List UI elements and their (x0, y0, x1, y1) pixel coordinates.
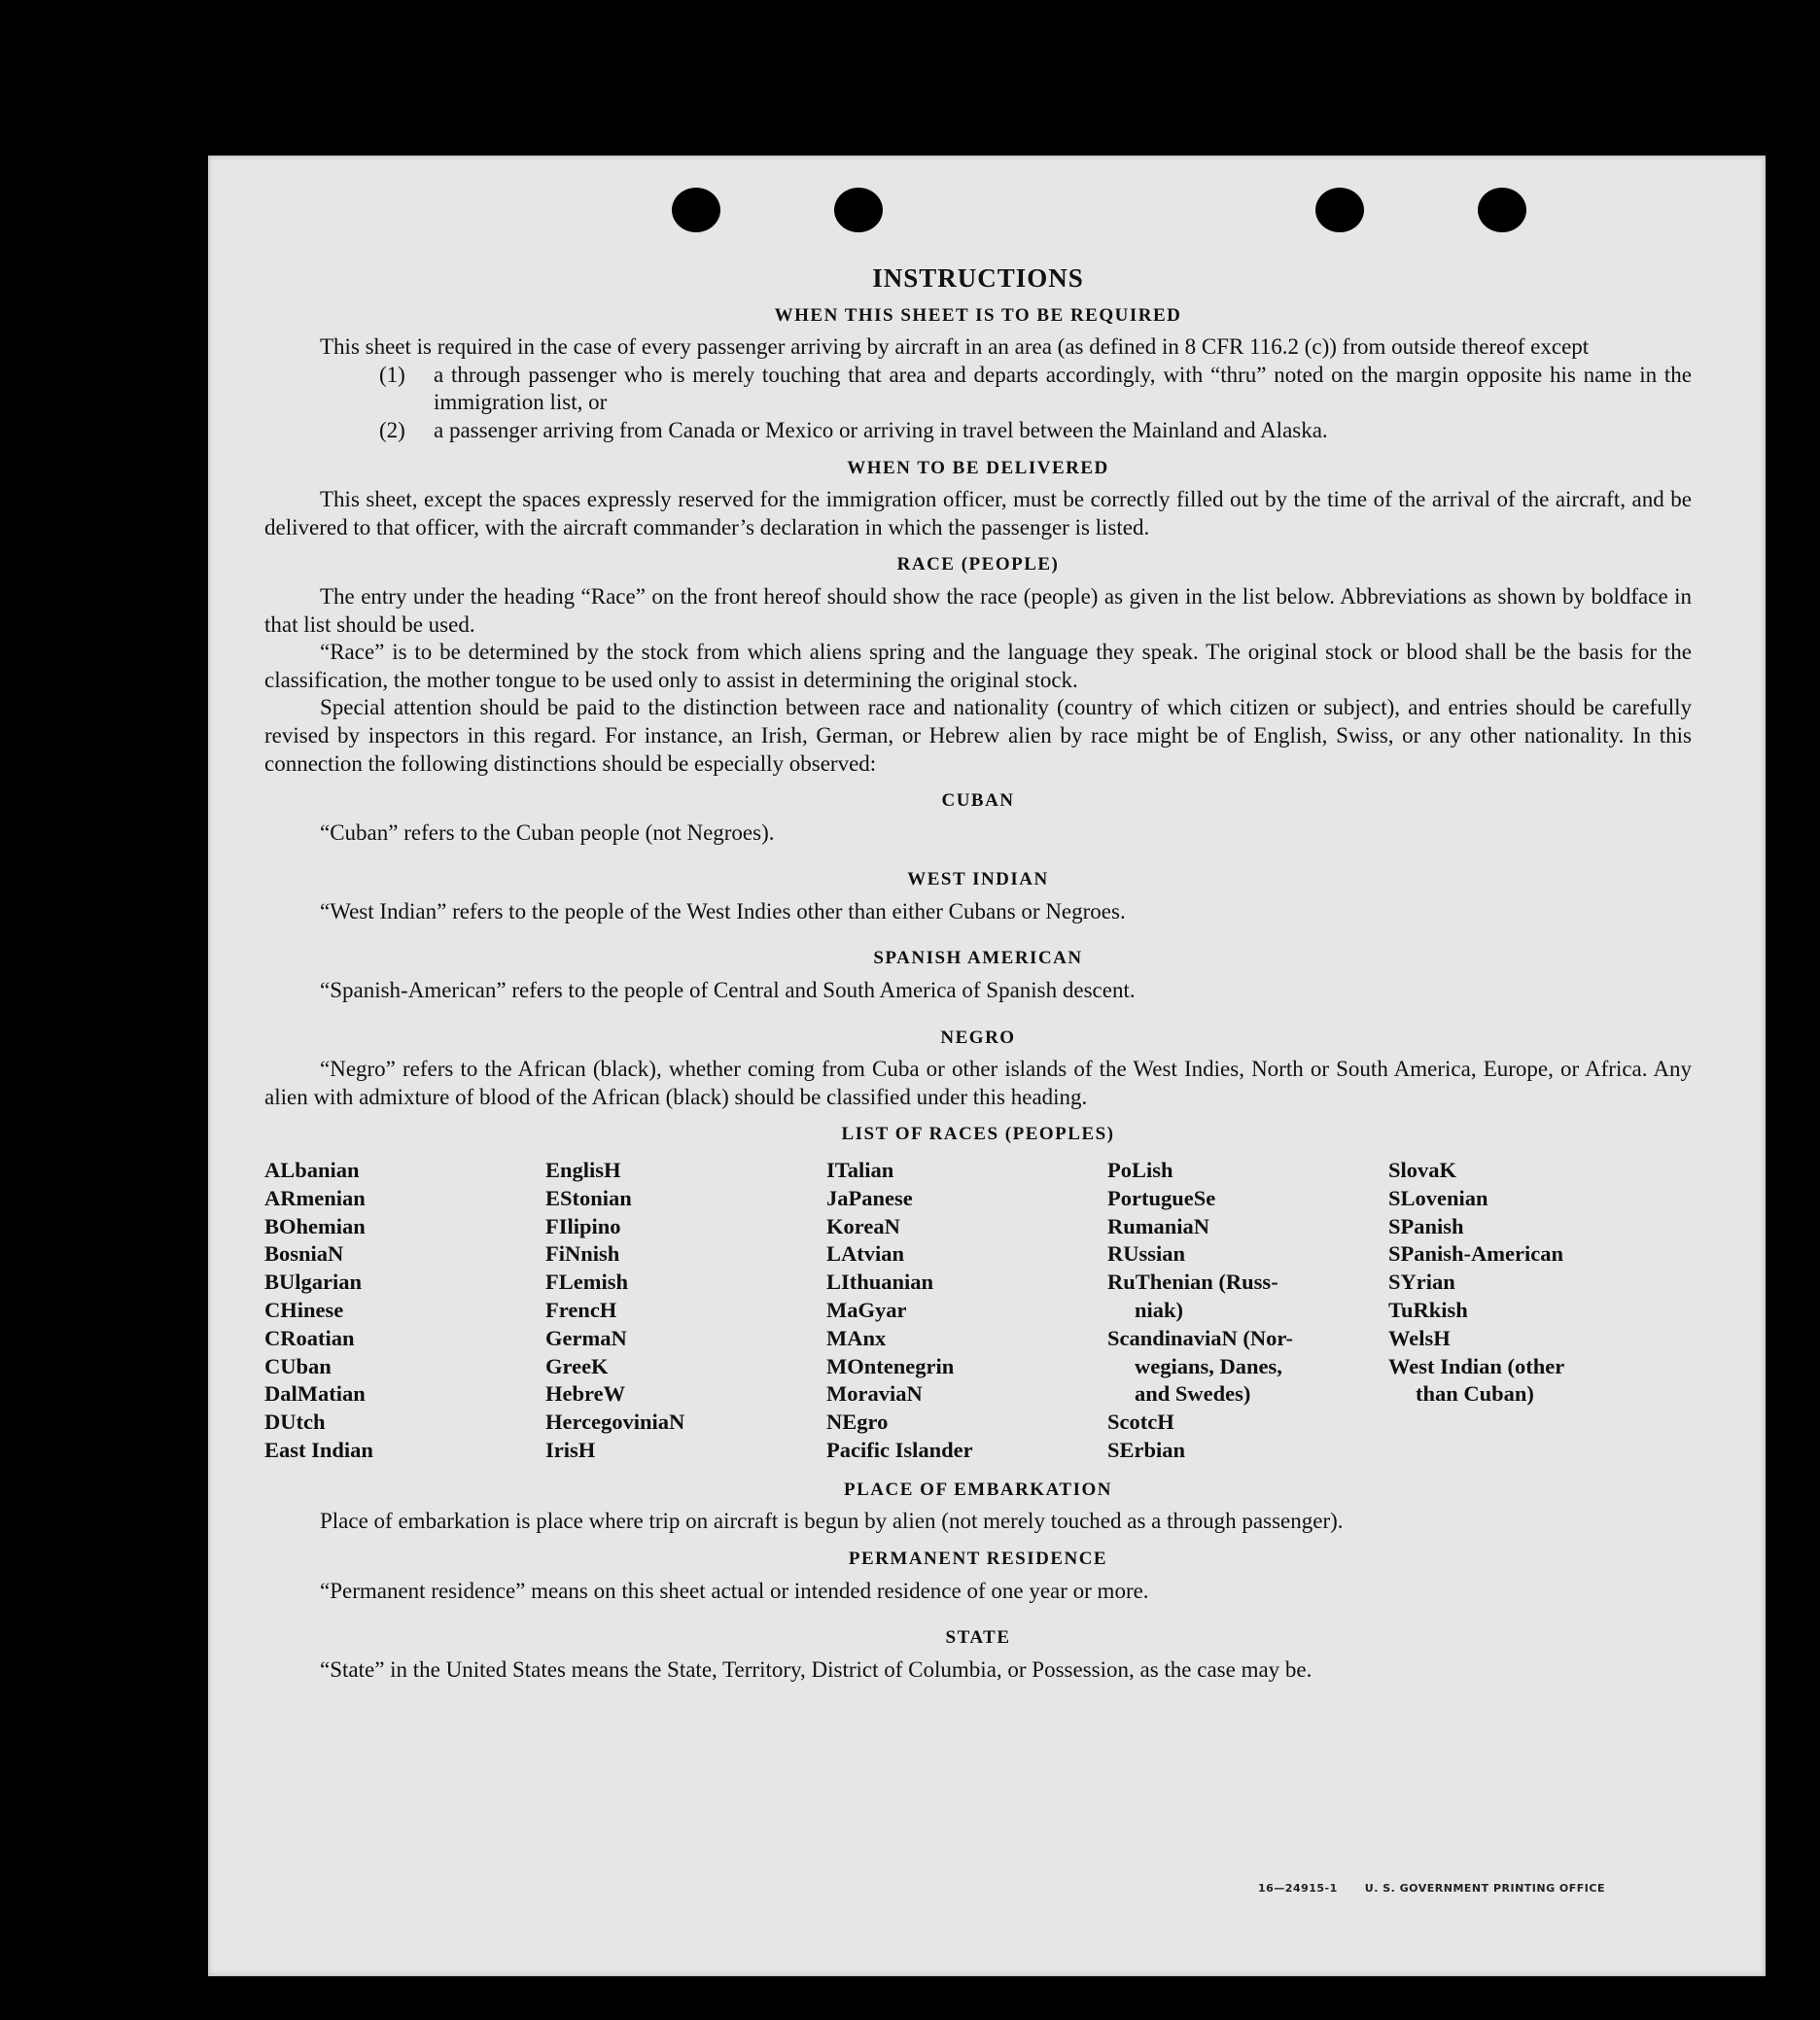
race-entry: ALbanian (264, 1158, 360, 1183)
races-list (264, 1157, 1692, 1465)
race-entry: ITalian (826, 1158, 894, 1183)
residence-text: “Permanent residence” means on this sheet actual or intended residence of one year or more. (320, 1578, 1149, 1603)
heading-when-delivered: WHEN TO BE DELIVERED (847, 457, 1109, 478)
race-entry: RUssian (1107, 1241, 1186, 1267)
race-entry: ScotcH (1107, 1410, 1174, 1435)
race-entry: EnglisH (545, 1158, 621, 1183)
heading-state: STATE (945, 1627, 1011, 1649)
heading-list-of-races: LIST OF RACES (PEOPLES) (841, 1124, 1115, 1145)
race-entry: EStonian (545, 1185, 632, 1210)
race-entry: niak) (1135, 1298, 1184, 1323)
heading-permanent-residence: PERMANENT RESIDENCE (848, 1548, 1108, 1569)
heading-when-required: WHEN THIS SHEET IS TO BE REQUIRED (774, 304, 1182, 326)
heading-spanish-american: SPANISH AMERICAN (873, 948, 1083, 969)
race-entry: WelsH (1388, 1325, 1451, 1350)
race-entry: ARmenian (264, 1185, 366, 1210)
heading-negro: NEGRO (940, 1027, 1016, 1048)
exception-number: (1) (379, 362, 405, 387)
race-entry: SPanish-American (1388, 1241, 1563, 1267)
west-indian-text: “West Indian” refers to the people of the West Indies other than either Cubans or Negroes. (320, 898, 1126, 923)
race-entry: and Swedes) (1135, 1381, 1251, 1407)
race-entry: FiNnish (545, 1241, 620, 1267)
race-entry: DalMatian (264, 1381, 366, 1407)
race-entry: HercegoviniaN (545, 1410, 685, 1435)
exception-text: a passenger arriving from Canada or Mexico or arriving in travel between the Mainland and Alaska. (434, 417, 1328, 442)
race-paragraph: “Race” is to be determined by the stock from which aliens spring and the language they speak. The original stock or blood shall be the basis for the classification, the mother tongue to be used only to assist in determining the original stock. (264, 640, 1692, 692)
race-entry: NEgro (826, 1410, 889, 1435)
printer-credit: U. S. GOVERNMENT PRINTING OFFICE (1364, 1882, 1605, 1895)
heading-embarkation: PLACE OF EMBARKATION (844, 1479, 1112, 1500)
race-paragraph: The entry under the heading “Race” on the front hereof should show the race (people) as given in the list below. Abbreviations as shown by boldface in that list should be used. (264, 583, 1692, 637)
when-required-intro: This sheet is required in the case of every passenger arriving by aircraft in an area (as defined in 8 CFR 116.2 (c)) from outside thereof except (320, 334, 1590, 360)
race-entry: KoreaN (826, 1213, 900, 1238)
race-entry: BOhemian (264, 1213, 366, 1238)
race-entry: SErbian (1107, 1438, 1186, 1462)
race-entry: LIthuanian (826, 1270, 934, 1295)
race-paragraph: Special attention should be paid to the distinction between race and nationality (country of which citizen or subject), and entries should be carefully revised by inspectors in this regard. For instance, an Irish, German, or Hebrew alien by race might be of English, Swiss, or any other nationality. In this connection the following distinctions should be especially observed: (264, 695, 1692, 776)
punch-hole (1478, 188, 1526, 232)
race-entry: JaPanese (826, 1185, 913, 1210)
exception-number: (2) (379, 417, 405, 442)
race-entry: SPanish (1388, 1213, 1464, 1238)
races-column (264, 1157, 545, 1465)
spanish-american-text: “Spanish-American” refers to the people of Central and South America of Spanish descent. (320, 978, 1136, 1003)
race-entry: DUtch (264, 1410, 326, 1435)
race-entry: Pacific Islander (826, 1438, 973, 1462)
race-entry: MAnx (826, 1325, 887, 1350)
race-entry: MOntenegrin (826, 1353, 955, 1378)
punch-hole (1315, 188, 1364, 232)
page-title: INSTRUCTIONS (872, 263, 1084, 293)
race-entry: wegians, Danes, (1135, 1353, 1282, 1378)
negro-text: “Negro” refers to the African (black), whether coming from Cuba or other islands of the West Indies, North or South America, Europe, or Africa. Any alien with admixture of blood of the African (black) should be classified under this heading. (264, 1057, 1692, 1109)
race-entry: ScandinaviaN (Nor- (1107, 1325, 1294, 1350)
exception-item (379, 417, 1692, 445)
punch-hole (834, 188, 883, 232)
race-entry: TuRkish (1388, 1298, 1468, 1323)
race-entry: IrisH (545, 1438, 596, 1462)
form-number: 16—24915-1 (1257, 1882, 1338, 1895)
race-entry: GreeK (545, 1353, 609, 1378)
race-entry: CRoatian (264, 1325, 355, 1350)
race-entry: FLemish (545, 1270, 629, 1295)
races-column (1107, 1157, 1388, 1465)
races-column (826, 1157, 1107, 1465)
footer (1231, 1882, 1605, 1895)
race-entry: PoLish (1107, 1158, 1173, 1183)
exception-item (379, 362, 1692, 417)
race-entry: BosniaN (264, 1241, 344, 1267)
race-entry: than Cuban) (1416, 1381, 1534, 1407)
exception-text: a through passenger who is merely touching that area and departs accordingly, with “thru” noted on the margin opposite his name in the immigration list, or (434, 362, 1692, 415)
race-entry: SlovaK (1388, 1158, 1457, 1183)
race-entry: MaGyar (826, 1298, 907, 1323)
race-entry: RumaniaN (1107, 1213, 1210, 1238)
heading-race: RACE (PEOPLE) (896, 554, 1060, 575)
race-entry: LAtvian (826, 1241, 905, 1267)
document-page (208, 156, 1766, 1976)
races-column (1388, 1157, 1669, 1465)
race-entry: HebreW (545, 1381, 626, 1407)
race-entry: BUlgarian (264, 1270, 363, 1295)
heading-cuban: CUBAN (941, 790, 1015, 812)
race-entry: MoraviaN (826, 1381, 923, 1407)
race-entry: RuThenian (Russ- (1107, 1270, 1278, 1295)
when-delivered-text: This sheet, except the spaces expressly reserved for the immigration officer, must be correctly filled out by the time of the arrival of the aircraft, and be delivered to that officer, with the aircraft commander’s declaration in which the passenger is listed. (264, 487, 1692, 540)
races-column (545, 1157, 826, 1465)
race-entry: East Indian (264, 1438, 373, 1462)
instructions-content (264, 264, 1692, 1684)
state-text: “State” in the United States means the State, Territory, District of Columbia, or Possession, as the case may be. (320, 1656, 1312, 1682)
heading-west-indian: WEST INDIAN (907, 869, 1049, 890)
race-entry: West Indian (other (1388, 1353, 1565, 1378)
race-entry: GermaN (545, 1325, 627, 1350)
cuban-text: “Cuban” refers to the Cuban people (not Negroes). (320, 819, 775, 845)
race-entry: FrencH (545, 1298, 617, 1323)
embarkation-text: Place of embarkation is place where trip on aircraft is begun by alien (not merely touched as a through passenger). (320, 1509, 1344, 1534)
punch-hole (672, 188, 720, 232)
race-entry: FIlipino (545, 1213, 621, 1238)
race-entry: CUban (264, 1353, 332, 1378)
race-entry: CHinese (264, 1298, 344, 1323)
race-entry: SYrian (1388, 1270, 1455, 1295)
race-entry: PortugueSe (1107, 1185, 1216, 1210)
race-entry: SLovenian (1388, 1185, 1488, 1210)
